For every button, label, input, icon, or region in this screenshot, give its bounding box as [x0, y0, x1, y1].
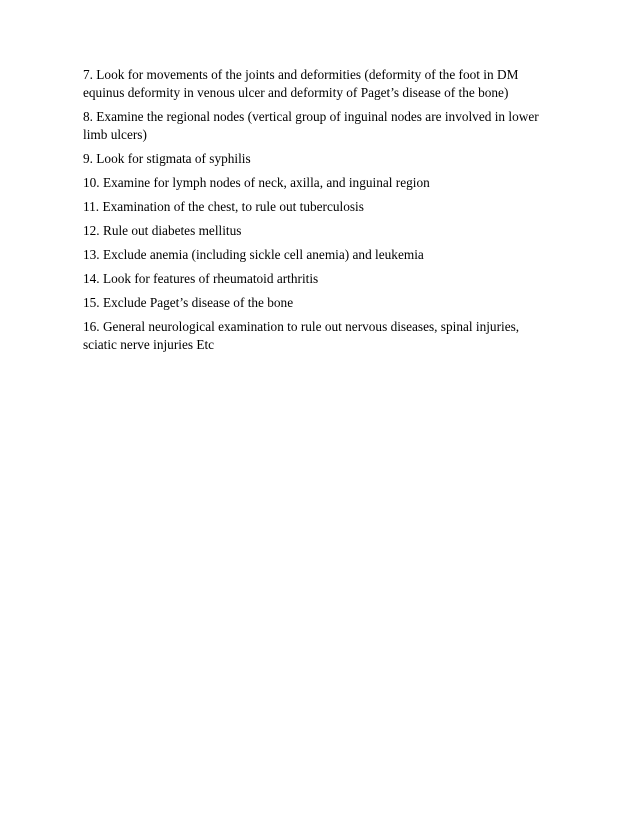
list-item: 15. Exclude Paget’s disease of the bone — [83, 295, 294, 310]
list-item: 8. Examine the regional nodes (vertical group of inguinal nodes are involved in lower limb ulcers) — [83, 109, 539, 142]
document-body — [83, 66, 543, 360]
list-item: 14. Look for features of rheumatoid arthritis — [83, 271, 319, 286]
list-item: 7. Look for movements of the joints and deformities (deformity of the foot in DM equinus deformity in venous ulcer and deformity of Paget’s disease of the bone) — [83, 67, 519, 100]
list-item: 11. Examination of the chest, to rule out tuberculosis — [83, 199, 364, 214]
list-item: 9. Look for stigmata of syphilis — [83, 151, 251, 166]
list-item: 12. Rule out diabetes mellitus — [83, 223, 242, 238]
list-item: 16. General neurological examination to rule out nervous diseases, spinal injuries, sciatic nerve injuries Etc — [83, 319, 520, 352]
list-item: 10. Examine for lymph nodes of neck, axilla, and inguinal region — [83, 175, 430, 190]
list-item: 13. Exclude anemia (including sickle cell anemia) and leukemia — [83, 247, 424, 262]
